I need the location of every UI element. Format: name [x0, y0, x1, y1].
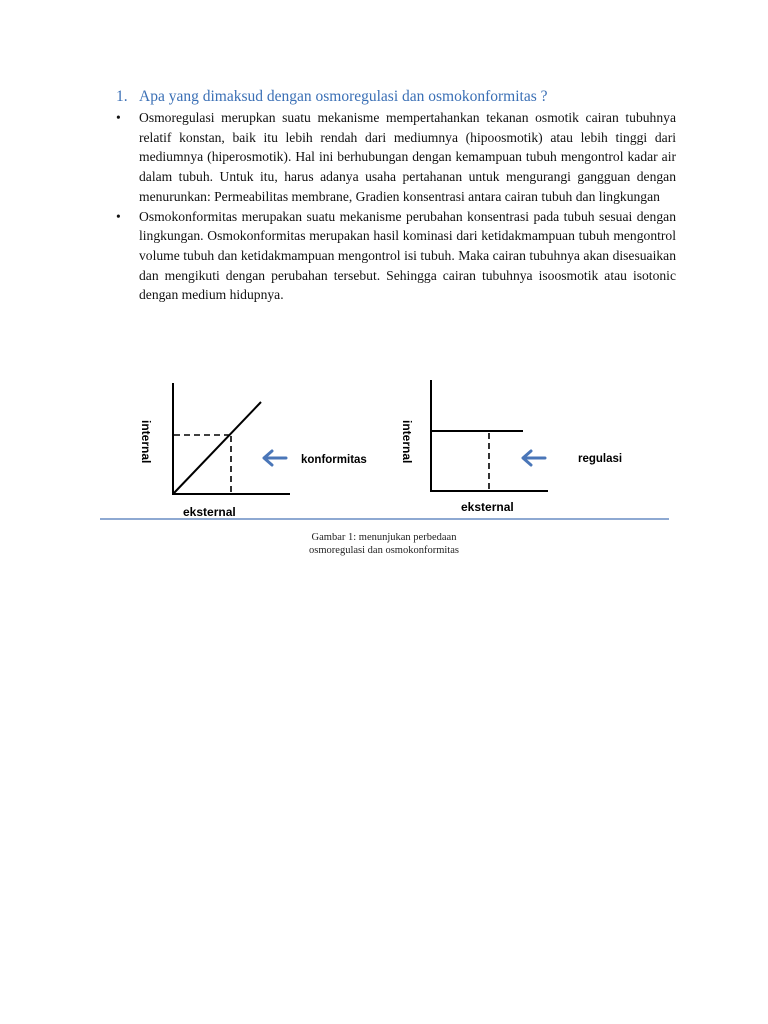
y-axis-label: internal — [139, 420, 153, 464]
arrow-label-konformitas: konformitas — [301, 454, 367, 466]
bullet-marker: • — [116, 208, 121, 224]
bullet-marker: • — [116, 110, 121, 125]
x-axis-label: eksternal — [461, 500, 514, 514]
y-axis-label: internal — [400, 420, 414, 464]
caption-line-1: Gambar 1: menunjukan perbedaan — [311, 532, 457, 543]
graph-regulasi — [400, 380, 622, 514]
diagonal-line — [174, 402, 261, 493]
question-number: 1. — [116, 88, 128, 105]
graph-konformitas — [139, 383, 367, 519]
answer-text-osmokonformitas: Osmokonformitas merupakan suatu mekanisme perubahan konsentrasi pada tubuh sesuai dengan lingkungan. Osmokonformitas merupakan hasil kominasi dari ketidakmampuan tubuh mengontrol volume tubuh dan ketidakmampuan mengontrol isi tubuh. Maka cairan tubuhnya akan disesuaikan dan mengikuti dengan perubahan tersebut. Sehingga cairan tubuhnya isoosmotik atau isotonic dengan medium hidupnya. — [139, 208, 676, 303]
answer-item-osmoregulasi — [116, 108, 676, 207]
question-heading — [116, 88, 676, 106]
answer-item-osmokonformitas — [116, 207, 676, 306]
answer-list — [116, 108, 676, 305]
arrow-left-icon — [264, 451, 286, 465]
question-text: Apa yang dimaksud dengan osmoregulasi dan osmokonformitas ? — [139, 88, 548, 105]
caption-line-2: osmoregulasi dan osmokonformitas — [309, 545, 459, 556]
answer-text-osmoregulasi: Osmoregulasi merupkan suatu mekanisme mempertahankan tekanan osmotik cairan tubuhnya relatif konstan, baik itu lebih rendah dari mediumnya (hipoosmotik) atau lebih tinggi dari mediumnya (hiperosmotik). Hal ini berhubungan dengan kemampuan tubuh mengontrol kadar air dalam tubuh. Untuk itu, harus adanya usaha pertahanan untuk mengurangi gangguan dengan menurunkan: Permeabilitas membrane, Gradien konsentrasi antara cairan tubuh dan lingkungan — [139, 110, 676, 204]
arrow-label-regulasi: regulasi — [578, 453, 623, 465]
arrow-left-icon — [523, 451, 545, 465]
figure-caption — [234, 531, 534, 557]
x-axis-label: eksternal — [183, 505, 236, 519]
figure-osmoregulation-graphs — [0, 360, 768, 530]
